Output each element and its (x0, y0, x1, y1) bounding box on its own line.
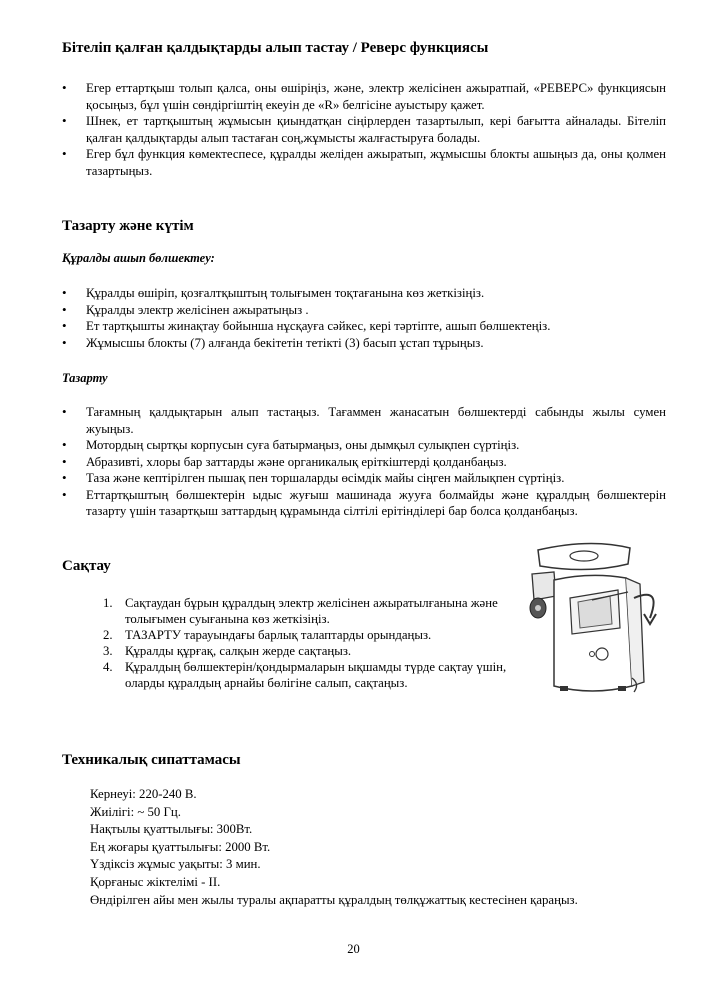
cleaning-bullet-list (62, 404, 666, 520)
list-item: • Ет тартқышты жинақтау бойынша нұсқауға сәйкес, кері тәртіпте, ашып бөлшектеңіз. (62, 318, 666, 335)
list-item: • Тағамның қалдықтарын алып тастаңыз. Тағаммен жанасатын бөлшектерді сабынды жылы сумен жуыңыз. (62, 404, 666, 437)
section-title-storage: Сақтау (62, 558, 111, 574)
spec-continuous-time: Үздіксіз жұмыс уақыты: 3 мин. (90, 857, 261, 872)
spec-frequency: Жиілігі: ~ 50 Гц. (90, 804, 181, 819)
spec-max-power: Ең жоғары қуаттылығы: 2000 Вт. (90, 839, 271, 854)
page-number: 20 (347, 942, 360, 956)
list-item: • Егер еттартқыш толып қалса, оны өшіріңіз, және, электр желісінен ажыратпай, «РЕВЕРС» функциясын қосыңыз, бұл үшін сөндіргіштің екеуін де «R» белгісіне ауыстыру қажет. (62, 80, 666, 113)
list-item (103, 643, 513, 659)
subtitle-cleaning: Тазарту (62, 371, 108, 385)
subtitle-disassembly: Құралды ашып бөлшектеу: (62, 251, 215, 265)
list-item (103, 595, 513, 627)
list-item: • Құралды өшіріп, қозғалтқыштың толығымен тоқтағанына көз жеткізіңіз. (62, 285, 666, 302)
item-text: Құралдың бөлшектерін/қондырмаларын ықшамды түрде сақтау үшін, оларды құралдың арнайы бөлігіне салып, сақтаңыз. (125, 660, 507, 690)
item-number: 4. (103, 660, 113, 674)
list-item: • Таза және кептірілген пышақ пен торшаларды өсімдік майы сіңген майлықпен сүртіңіз. (62, 470, 666, 487)
list-item: • Еттартқыштың бөлшектерін ыдыс жуғыш машинада жууға болмайды және құралдың бөлшектерін тазарту үшін тазартқыш заттардың құрамында сілтілі ерітінділері бар болса қолданбаңыз. (62, 487, 666, 520)
section-title-cleaning-care: Тазарту және күтім (62, 218, 194, 234)
list-item: • Мотордың сыртқы корпусын суға батырмаңыз, оны дымқыл сулықпен сүртіңіз. (62, 437, 666, 454)
meat-grinder-storage-illustration (510, 536, 670, 706)
disassembly-bullet-list (62, 285, 666, 351)
storage-numbered-list (103, 595, 513, 691)
item-text: Құралды құрғақ, салқын жерде сақтаңыз. (125, 644, 352, 658)
specs-list (90, 786, 578, 909)
spec-voltage: Кернеуі: 220-240 В. (90, 787, 197, 801)
reverse-bullet-list (62, 80, 666, 179)
section-title-reverse: Бітеліп қалған қалдықтарды алып тастау / Реверс функциясы (62, 40, 489, 56)
list-item: • Шнек, ет тартқыштың жұмысын қиындатқан сіңірлерден тазартылып, кері бағытта айналады. Бітеліп қалған қалдықтарды алып тастаған соң,жұмысты жалғастыруға болады. (62, 113, 666, 146)
item-number: 3. (103, 644, 113, 658)
list-item (103, 627, 513, 643)
item-text: Сақтаудан бұрын құралдың электр желісінен ажыратылғанына және толығымен суығанына көз жеткізіңіз. (125, 596, 498, 626)
list-item: • Құралды электр желісінен ажыратыңыз . (62, 302, 666, 319)
item-number: 2. (103, 628, 113, 642)
section-title-specs: Техникалық сипаттамасы (62, 752, 241, 768)
item-text: ТАЗАРТУ тарауындағы барлық талаптарды орындаңыз. (125, 628, 432, 642)
list-item: • Жұмысшы блокты (7) алғанда бекітетін тетікті (3) басып ұстап тұрыңыз. (62, 335, 666, 352)
list-item: • Егер бұл функция көмектеспесе, құралды желіден ажыратып, жұмысшы блокты ашыңыз да, оны қолмен тазартыңыз. (62, 146, 666, 179)
list-item (103, 659, 513, 691)
item-number: 1. (103, 596, 113, 610)
spec-rated-power: Нақтылы қуаттылығы: 300Вт. (90, 822, 253, 837)
spec-protection-class: Қорғаныс жіктелімі - II. (90, 874, 221, 889)
spec-production-date-note: Өндірілген айы мен жылы туралы ақпаратты құралдың төлқұжаттық кестесінен қараңыз. (90, 892, 578, 907)
list-item: • Абразивті, хлоры бар заттарды және органикалық еріткіштерді қолданбаңыз. (62, 454, 666, 471)
